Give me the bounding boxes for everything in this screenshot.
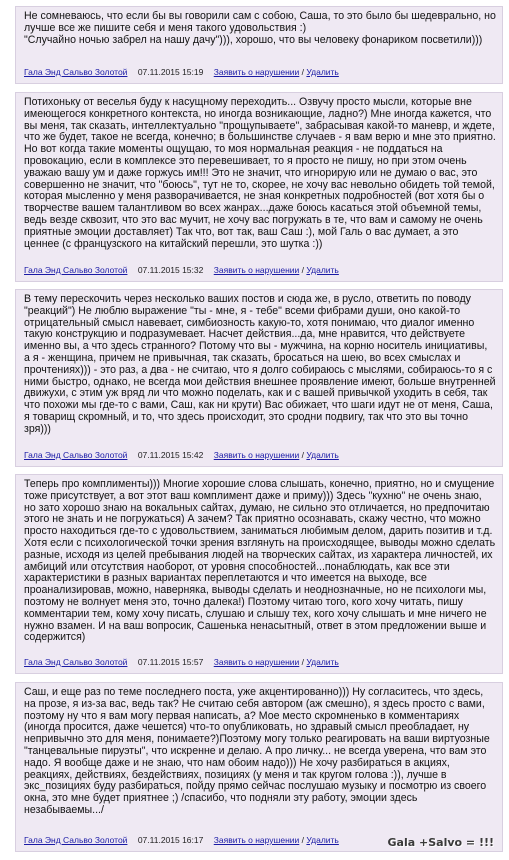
- delete-comment-link[interactable]: Удалить: [306, 67, 339, 77]
- comment-text: Саш, и еще раз по теме последнего поста, уже акцентированно))) Ну согласитесь, что здесь, на прозе, я из-за вас, ведь так? Не считаю себя автором (аж смешно), я здесь просто с вами, поэтому ну что я вам могу первая написать, а? Мое место скромненько в комментариях (иногда просится, даже чешется) что-то опубликовать, но здравый смысл преобладает, ну непривычно это для меня, понимаете?)Поэтому могу только реагировать на ваши виртуозные "танцевальные пируэты", что искренне и делаю. А про личку... не всегда уверена, что вам это надо. Я вообще даже и не знаю, что нам обоим надо))) Не хочу разбираться в акциях, реакциях, действиях, бездействиях, позициях (у меня и так кругом голова :)), лучше в экс_позициях буду разбираться, пойду прямо сейчас послушаю музыку и посмотрю из своего окна, это мне будет приятнее ;) /спасибо, что подняли эту работу, эмоции здесь незабываемы.../: [24, 686, 490, 816]
- comment-date: 07.11.2015 15:42: [137, 450, 204, 460]
- delete-comment-link[interactable]: Удалить: [306, 265, 339, 275]
- report-violation-link[interactable]: Заявить о нарушении: [213, 835, 300, 845]
- meta-separator: /: [301, 450, 305, 460]
- comment-author-link[interactable]: Гала Энд Сальво Золотой: [24, 450, 128, 460]
- comment-date: 07.11.2015 15:57: [137, 657, 204, 667]
- comment-meta: [24, 657, 339, 667]
- comment-meta: [24, 450, 339, 460]
- comment-text: Потихоньку от веселья буду к насущному переходить... Озвучу просто мысли, которые вне имеющегося конкретного контекста, но иногда возникающие, ладно?) Мне иногда кажется, что вы меня, так сказать, интеллектуально "прощупываете", забрасывая какой-то маневр, и ждете, что же будет, такое не всегда, конечно; в большинстве случаев - я вам верю и мне это приятно. Но вот когда такие моменты ощущаю, то моя нормальная реакция - не поддаться на провокацию, если в комплексе это перевешивает, то я просто не пишу, но при этом очень уважаю вашу ум и даже горжусь им!!! Это не значит, что игнорирую или не думаю о вас, это совершенно не значит, что "боюсь", тут не то, скорее, не хочу вас невольно обидеть той темой, которая мысленно у меня разворачивается, не зная конкретных подробностей (вот хотя бы о творчестве вашем талантливом во всех жанрах...даже боюсь касаться этой объемной темы, ведь везде сквозит, что это вас мучит, не хочу вас погружать в те, что вам и самому не очень приятные эмоции доставляет) Так что, вот так, ваш Саш :), мой Галь о вас думает, а это ценнее (с французского на китайский перешли, это шутка :)): [24, 96, 496, 250]
- report-violation-link[interactable]: Заявить о нарушении: [213, 67, 300, 77]
- comment-author-link[interactable]: Гала Энд Сальво Золотой: [24, 835, 128, 845]
- comment-date: 07.11.2015 15:32: [137, 265, 204, 275]
- comment-date: 07.11.2015 15:19: [137, 67, 204, 77]
- comment-author-link[interactable]: Гала Энд Сальво Золотой: [24, 67, 128, 77]
- comment-item: [15, 92, 503, 282]
- meta-separator: /: [301, 67, 305, 77]
- report-violation-link[interactable]: Заявить о нарушении: [213, 450, 300, 460]
- comment-item: [15, 682, 503, 852]
- comment-meta: [24, 67, 339, 77]
- delete-comment-link[interactable]: Удалить: [306, 657, 339, 667]
- comment-text: Не сомневаюсь, что если бы вы говорили сам с собою, Саша, то это было бы шедеврально, но лучше все же пишите себя и меня такого удовольствия :) "Случайно ночью забрел на нашу дачу"))), хорошо, что вы человеку фонариком посветили))): [24, 10, 496, 46]
- comment-item: [15, 6, 503, 84]
- comment-author-link[interactable]: Гала Энд Сальво Золотой: [24, 657, 128, 667]
- comment-item: [15, 289, 503, 467]
- delete-comment-link[interactable]: Удалить: [306, 835, 339, 845]
- report-violation-link[interactable]: Заявить о нарушении: [213, 265, 300, 275]
- meta-separator: /: [301, 835, 305, 845]
- watermark: Gala +Salvo = !!!: [387, 836, 494, 849]
- comment-meta: [24, 835, 339, 845]
- delete-comment-link[interactable]: Удалить: [306, 450, 339, 460]
- comment-date: 07.11.2015 16:17: [137, 835, 204, 845]
- comment-author-link[interactable]: Гала Энд Сальво Золотой: [24, 265, 128, 275]
- comment-text: Теперь про комплименты))) Многие хорошие слова слышать, конечно, приятно, но и смущение тоже присутствует, а вот этот ваш комплимент даже и приму))) Здесь "кухню" не очень знаю, но зато хорошо знаю на вокальных сайтах, думаю, не сильно это отличается, но предпочитаю этого не знать и не погружаться) А зачем? Так приятно осознавать, скажу честно, что можно просто находиться где-то с удовольствием, заниматься любимым делом, дарить позитив и т.д. Хотя если с психологической точки зрения взглянуть на происходящее, выводы можно сделать разные, исходя из целей пребывания людей на творческих сайтах, из характера личностей, их амбиций или отсутствия наоборот, от уровня способностей...понаблюдать, как все эти характеристики в разных вариантах переплетаются и что имеется на выходе, все проанализировав, можно, наверняка, выводы сделать и неоднозначные, но не психологи мы, поэтому не волнует меня это, точно далека!) Поэтому читаю того, кого хочу читать, пишу комментарии тем, кому хочу писать, слушаю и слышу тех, кого хочу слышать и мне ничего не нужно взамен. И на ваш вопросик, Сашенька ненасытный, ответ в этом предложении выше и содержится): [24, 478, 496, 644]
- comment-meta: [24, 265, 339, 275]
- comment-item: [15, 474, 503, 674]
- comment-text: В тему перескочить через несколько ваших постов и сюда же, в русло, ответить по поводу "реакций") Не люблю выражение "ты - мне, я - тебе" всеми фибрами души, оно какой-то отрицательный смысл навевает, симбиозность какую-то, хотя понимаю, что диалог именно такую конструкцию и подразумевает. Насчет действия...да, мне нравится, что действуете именно вы, а что здесь странного? Потому что вы - мужчина, на корню носитель инициативы, а я - женщина, причем не привычная, так сказать, бросаться на шею, во всех смыслах и прочтениях))) - это раз, а два - не считаю, что я долго собираюсь с мыслями, собираюсь-то я с ними быстро, однако, не всегда мои действия внешнее проявление имеют, больше внутренней движухи, с этим уж вряд ли что можно поделать, как и с вашей привычкой уходить в себя, так что похожи мы где-то с вами, Саш, как ни крути) Вас обижает, что шаги идут не от меня, Саша, я товарищ скромный, и то, что здесь происходит, это сродни подвигу, так что это вы точно зря))): [24, 293, 496, 435]
- meta-separator: /: [301, 265, 305, 275]
- report-violation-link[interactable]: Заявить о нарушении: [213, 657, 300, 667]
- meta-separator: /: [301, 657, 305, 667]
